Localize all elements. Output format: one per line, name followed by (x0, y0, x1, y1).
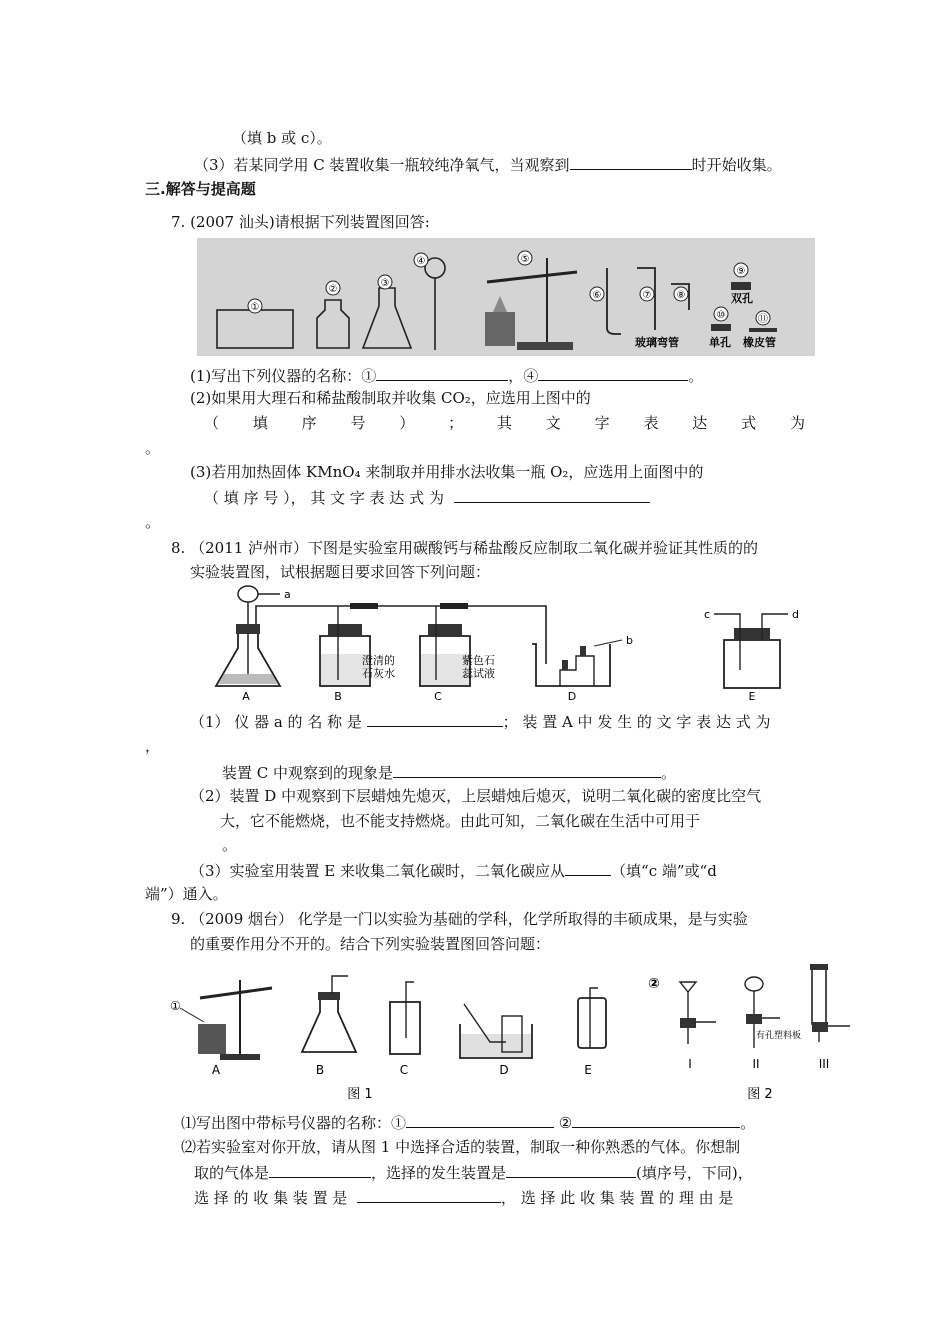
fig8-A: A (242, 690, 250, 702)
question-9-title: 9. （2009 烟台） 化学是一门以实验为基础的学科，化学所取得的丰硕成果，是与实验 (171, 910, 748, 928)
fig9-figure-1-caption: 图 1 (347, 1087, 373, 1102)
q7-part3-b: （ 填 序 号 ）， 其 文 字 表 达 式 为 (204, 487, 650, 508)
fig8-label-a: a (284, 588, 291, 601)
fig7-num-1: ① (250, 302, 260, 313)
fig7-double-hole-label: 双孔 (731, 292, 753, 305)
q8-part1-comma: ， (145, 737, 161, 755)
q8-apparatus-figure (210, 584, 810, 702)
fig7-num-4: ④ (416, 256, 426, 267)
fig9-II: II (752, 1057, 760, 1071)
fig9-figure-2-caption: 图 2 (747, 1087, 773, 1102)
fig9-III: III (818, 1057, 830, 1071)
fig9-E: E (584, 1063, 592, 1077)
fill-b-or-c-text: （填 b 或 c）。 (232, 129, 332, 147)
fig7-num-8: ⑧ (676, 290, 686, 301)
answer-blank[interactable] (357, 1187, 501, 1203)
fig8-limewater-2: 石灰水 (362, 667, 395, 680)
q8-part1: （1） 仪 器 a 的 名 称 是 ； 装 置 A 中 发 生 的 文 字 表 达 式 为 (190, 713, 771, 731)
fig8-label-c: c (704, 608, 711, 621)
fig8-label-b: b (626, 634, 633, 647)
q7-part1: (1)写出下列仪器的名称：① ，④ 。 (190, 367, 704, 385)
fig9-D: D (499, 1063, 509, 1077)
fig9-circle-2: ② (648, 976, 660, 992)
fig7-rubber-tube-label: 橡皮管 (743, 336, 776, 349)
question-7-title: 7. (2007 汕头)请根据下列装置图回答: (171, 213, 430, 231)
fig8-label-d: d (792, 608, 799, 621)
q7-part2-spread: （ 填 序 号 ） ； 其 文 字 表 达 式 为 (204, 414, 805, 432)
fig8-C: C (434, 690, 442, 702)
q9-part1: ⑴写出图中带标号仪器的名称：① ② 。 (181, 1114, 756, 1132)
answer-blank[interactable] (506, 1162, 636, 1178)
q6-part3: （3）若某同学用 C 装置收集一瓶较纯净氧气，当观察到 时开始收集。 (194, 156, 782, 174)
q8-part1-c: 装置 C 中观察到的现象是 。 (222, 764, 677, 782)
answer-blank[interactable] (570, 154, 692, 170)
question-8-title: 8. （2011 泸州市）下图是实验室用碳酸钙与稀盐酸反应制取二氧化碳并验证其性质的的 (171, 539, 759, 557)
fig9-A: A (211, 1063, 221, 1077)
fig9-C: C (399, 1063, 409, 1077)
q7-part3: (3)若用加热固体 KMnO₄ 来制取并用排水法收集一瓶 O₂，应选用上面图中的 (190, 463, 704, 481)
answer-blank[interactable] (376, 365, 508, 381)
question-9-title-2: 的重要作用分不开的。结合下列实验装置图回答问题： (190, 935, 551, 953)
q8-part2: （2）装置 D 中观察到下层蜡烛先熄灭，上层蜡烛后熄灭，说明二氧化碳的密度比空气 (190, 787, 762, 805)
answer-blank[interactable] (406, 1112, 554, 1128)
answer-blank[interactable] (454, 487, 650, 503)
fig7-num-9: ⑨ (736, 266, 746, 277)
fig9-I: I (688, 1057, 692, 1071)
q7-part2: (2)如果用大理石和稀盐酸制取并收集 CO₂，应选用上图中的 (190, 389, 591, 407)
q8-part3-end: 端”）通入。 (145, 885, 228, 903)
answer-blank[interactable] (572, 1112, 740, 1128)
fig9-circle-1: ① (170, 999, 181, 1013)
fig9-B: B (315, 1063, 325, 1077)
fig8-litmus-2: 蕊试液 (462, 667, 495, 680)
q8-part2-b: 大，它不能燃烧，也不能支持燃烧。由此可知，二氧化碳在生活中可用于 (220, 812, 701, 830)
q9-part2-b: 取的气体是 ，选择的发生装置是 (填序号，下同)， (194, 1164, 753, 1182)
q8-part3: （3）实验室用装置 E 来收集二氧化碳时，二氧化碳应从 （填“c 端”或“d (190, 862, 717, 880)
section-heading: 三.解答与提高题 (145, 180, 256, 198)
q7-part2-end: 。 (145, 439, 161, 457)
answer-blank[interactable] (367, 711, 503, 727)
fig7-num-2: ② (328, 284, 338, 295)
fig8-litmus-1: 紫色石 (462, 654, 495, 667)
answer-blank[interactable] (538, 365, 688, 381)
question-8-title-2: 实验装置图，试根据题目要求回答下列问题： (190, 563, 491, 581)
q7-apparatus-figure (197, 238, 815, 356)
fig8-limewater-1: 澄清的 (362, 654, 395, 667)
fig8-B: B (334, 690, 342, 702)
fig7-num-6: ⑥ (592, 290, 602, 301)
q9-part2: ⑵若实验室对你开放，请从图 1 中选择合适的装置，制取一种你熟悉的气体。你想制 (181, 1138, 741, 1156)
fig7-num-3: ③ (380, 278, 390, 289)
answer-blank[interactable] (393, 762, 661, 778)
fig8-E: E (748, 690, 756, 702)
fig7-num-5: ⑤ (520, 254, 530, 265)
fig8-D: D (567, 690, 577, 702)
q9-part2-c: 选 择 的 收 集 装 置 是 ， 选 择 此 收 集 装 置 的 理 由 是 (194, 1189, 734, 1207)
answer-blank[interactable] (565, 860, 611, 876)
fig7-num-10: ⑩ (716, 310, 726, 321)
fig9-plate-label: 有孔塑料板 (756, 1031, 802, 1041)
q7-part3-end: 。 (145, 513, 161, 531)
fig7-num-11: ⑪ (758, 314, 768, 325)
answer-blank[interactable] (269, 1162, 371, 1178)
q9-apparatus-figure (160, 958, 860, 1104)
fig7-single-hole-label: 单孔 (709, 336, 731, 349)
fig7-num-7: ⑦ (642, 290, 652, 301)
q8-part2-end: 。 (222, 836, 238, 854)
fig7-glass-tube-label: 玻璃弯管 (635, 336, 679, 349)
